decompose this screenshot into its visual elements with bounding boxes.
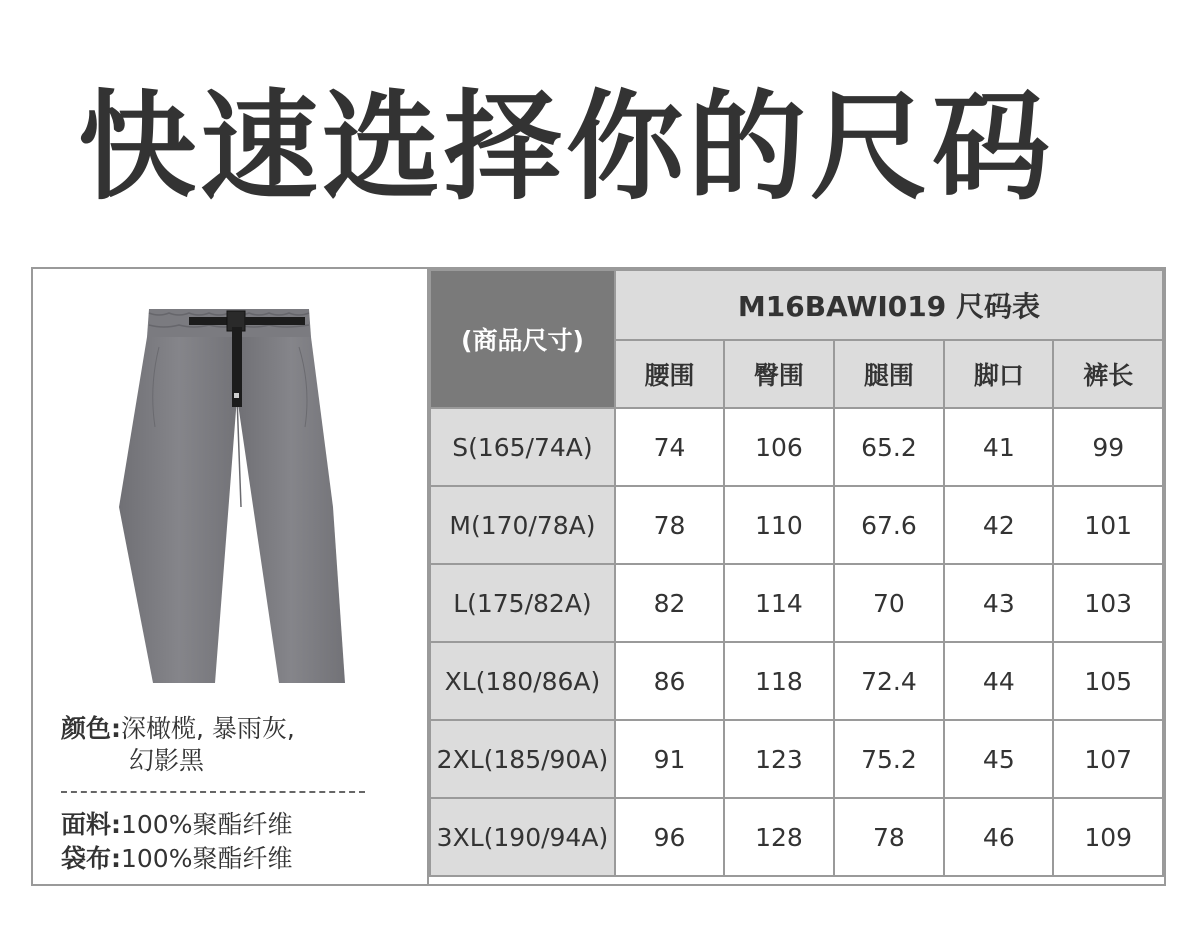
pocket-info: [61, 843, 292, 875]
table-cell: 128: [724, 798, 833, 876]
size-label: S(165/74A): [430, 408, 615, 486]
fabric-value: 100%聚酯纤维: [121, 810, 293, 839]
column-header: 腰围: [615, 340, 724, 408]
table-cell: 42: [944, 486, 1053, 564]
table-cell: 43: [944, 564, 1053, 642]
size-table: [429, 269, 1164, 877]
fabric-key: 面料:: [61, 810, 121, 839]
table-cell: 107: [1053, 720, 1163, 798]
table-row: [430, 408, 1163, 486]
column-header: 脚口: [944, 340, 1053, 408]
table-title: M16BAWI019 尺码表: [615, 270, 1163, 340]
table-cell: 41: [944, 408, 1053, 486]
size-label: 2XL(185/90A): [430, 720, 615, 798]
table-cell: 65.2: [834, 408, 945, 486]
table-row: [430, 720, 1163, 798]
table-cell: 72.4: [834, 642, 945, 720]
fabric-info: [61, 809, 292, 841]
table-cell: 103: [1053, 564, 1163, 642]
table-row: [430, 486, 1163, 564]
table-row: [430, 642, 1163, 720]
table-cell: 91: [615, 720, 724, 798]
table-corner-label: (商品尺寸): [430, 270, 615, 408]
size-label: M(170/78A): [430, 486, 615, 564]
table-cell: 46: [944, 798, 1053, 876]
table-row: [430, 798, 1163, 876]
product-info-panel: [33, 269, 429, 884]
table-row: [430, 564, 1163, 642]
size-guide-panel: [31, 267, 1166, 886]
table-cell: 118: [724, 642, 833, 720]
dashed-divider: [61, 791, 365, 793]
pocket-value: 100%聚酯纤维: [121, 844, 293, 873]
size-label: 3XL(190/94A): [430, 798, 615, 876]
table-cell: 44: [944, 642, 1053, 720]
color-value-line2: 幻影黑: [129, 746, 205, 775]
table-cell: 96: [615, 798, 724, 876]
column-header: 腿围: [834, 340, 945, 408]
color-value-line1: 深橄榄, 暴雨灰,: [121, 714, 295, 743]
pants-product-image: [119, 307, 349, 687]
table-cell: 67.6: [834, 486, 945, 564]
table-cell: 99: [1053, 408, 1163, 486]
table-cell: 75.2: [834, 720, 945, 798]
table-cell: 78: [834, 798, 945, 876]
pocket-key: 袋布:: [61, 844, 121, 873]
table-cell: 114: [724, 564, 833, 642]
table-cell: 82: [615, 564, 724, 642]
color-info: [61, 713, 295, 745]
table-cell: 70: [834, 564, 945, 642]
size-label: L(175/82A): [430, 564, 615, 642]
table-cell: 105: [1053, 642, 1163, 720]
table-cell: 86: [615, 642, 724, 720]
table-cell: 101: [1053, 486, 1163, 564]
table-cell: 109: [1053, 798, 1163, 876]
size-label: XL(180/86A): [430, 642, 615, 720]
table-cell: 110: [724, 486, 833, 564]
table-cell: 74: [615, 408, 724, 486]
column-header: 裤长: [1053, 340, 1163, 408]
table-cell: 123: [724, 720, 833, 798]
table-cell: 106: [724, 408, 833, 486]
table-cell: 45: [944, 720, 1053, 798]
color-key: 颜色:: [61, 714, 121, 743]
table-cell: 78: [615, 486, 724, 564]
page-headline: 快速选择你的尺码: [78, 78, 1055, 216]
column-header: 臀围: [724, 340, 833, 408]
